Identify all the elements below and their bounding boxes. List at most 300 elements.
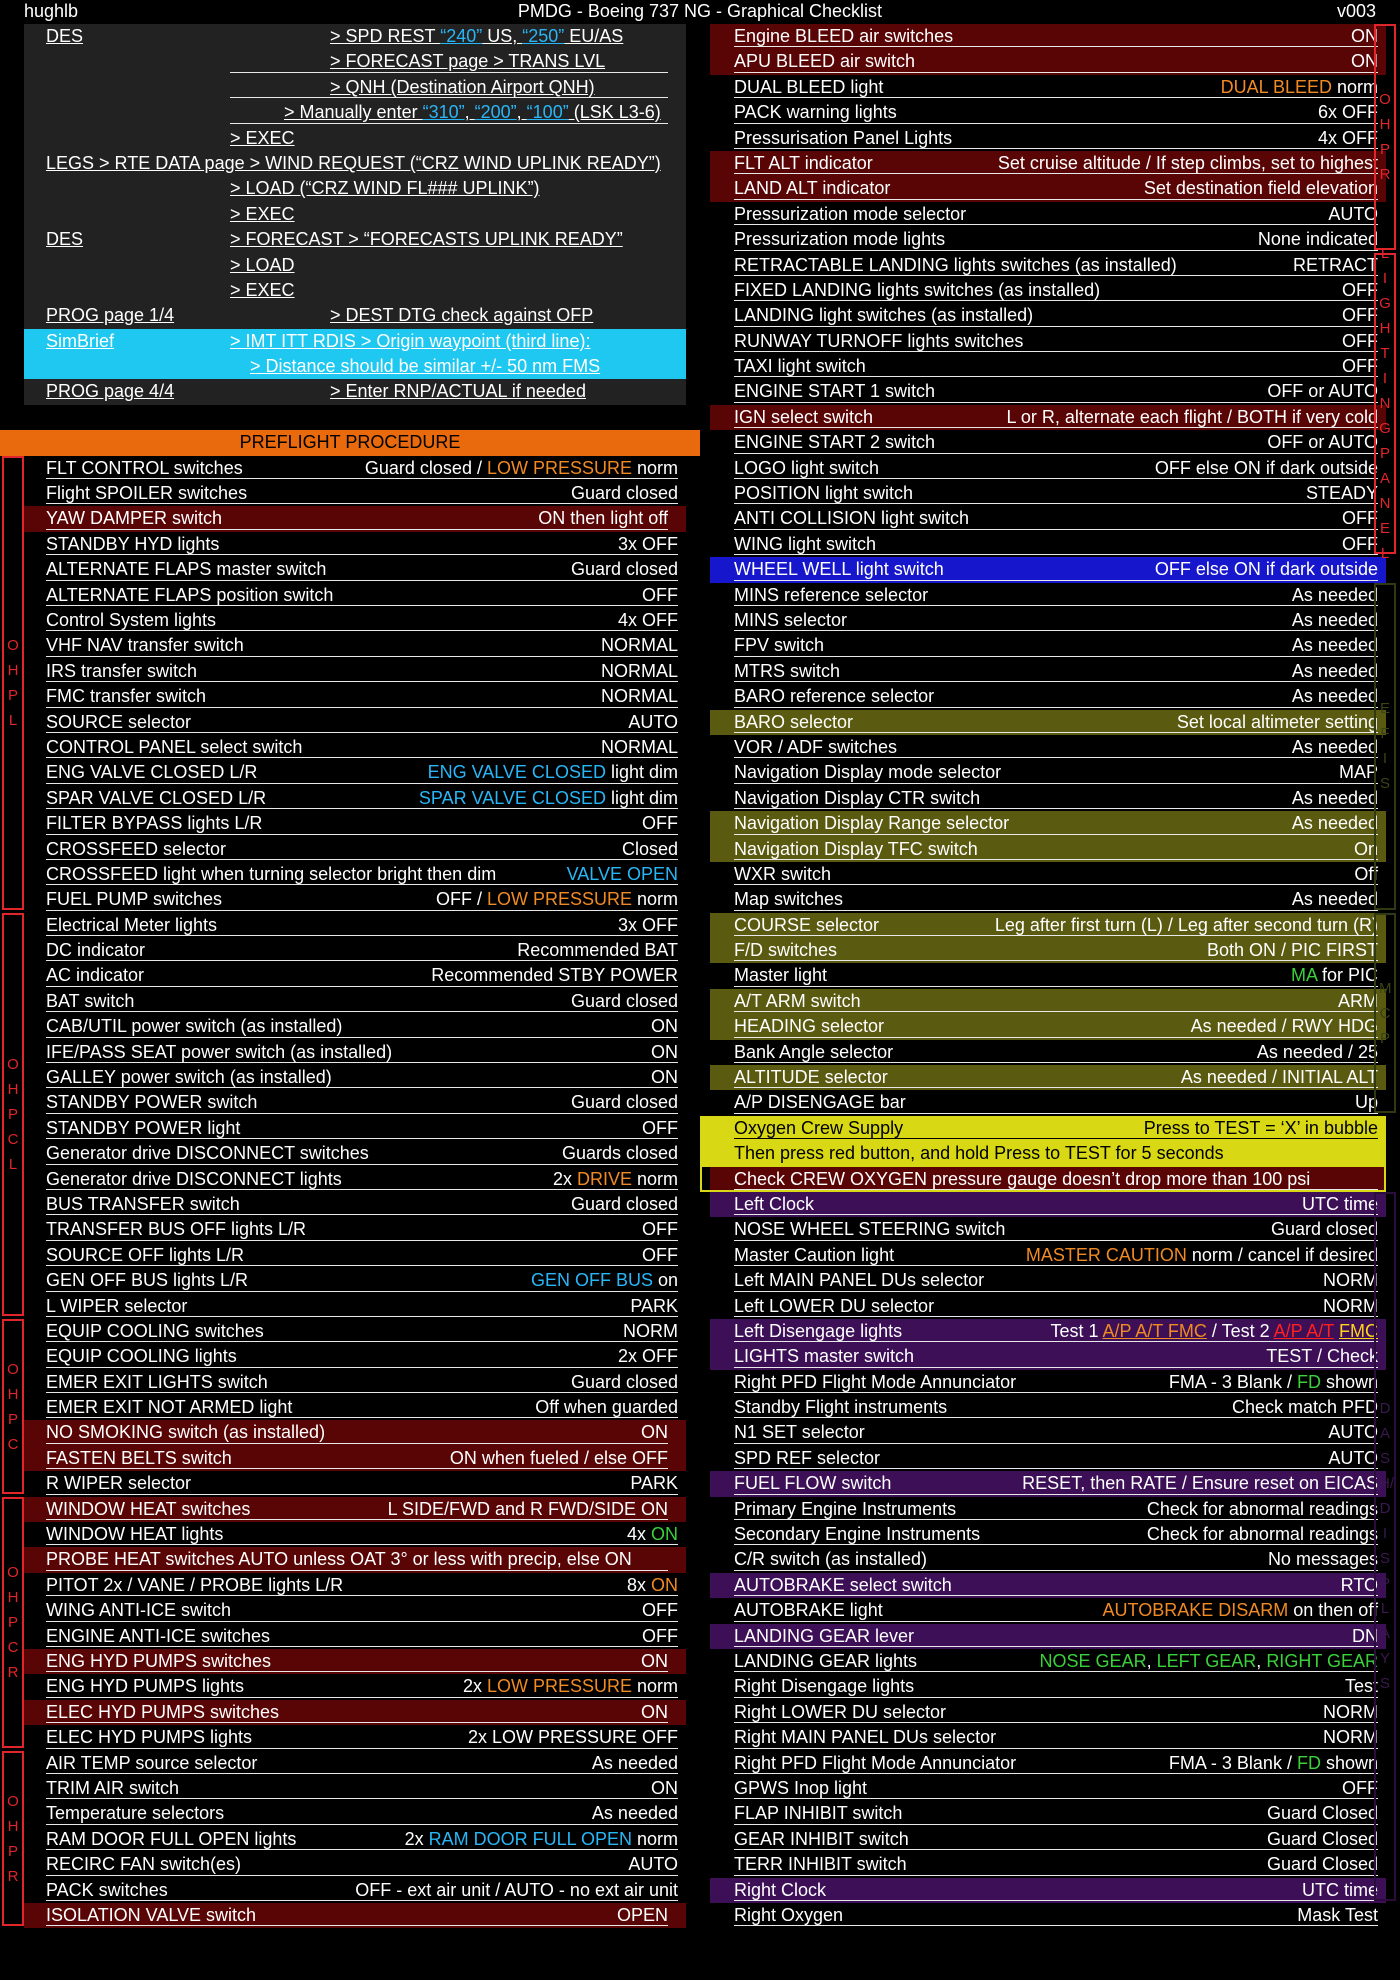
checklist-row — [700, 862, 1400, 887]
item-value — [1022, 1471, 1378, 1495]
item-label: DES — [46, 229, 84, 250]
value-segment: NORM — [1323, 1270, 1378, 1291]
item-label: RECIRC FAN switch(es) — [46, 1854, 242, 1875]
value-segment: > Enter RNP/ACTUAL if needed — [330, 381, 586, 402]
item-value — [651, 1014, 678, 1038]
item-label: COURSE selector — [734, 914, 880, 935]
checklist-row — [0, 811, 700, 836]
item-label: TERR INHIBIT switch — [734, 1854, 907, 1875]
checklist-row — [700, 75, 1400, 100]
checklist-row — [24, 506, 686, 531]
item-value — [1177, 710, 1378, 734]
item-value — [1342, 329, 1378, 353]
value-segment: Guard Closed — [1266, 1828, 1378, 1849]
item-value — [1342, 532, 1378, 556]
checklist-row — [710, 938, 1386, 963]
item-label: F/D switches — [734, 940, 838, 961]
item-label: ENG HYD PUMPS switches — [46, 1651, 272, 1671]
item-label: Left LOWER DU selector — [734, 1295, 935, 1316]
value-segment: 4x OFF — [617, 609, 678, 630]
checklist-row — [710, 1344, 1386, 1369]
section-side-tab — [2, 456, 24, 910]
item-label: LOGO light switch — [734, 457, 880, 478]
checklist-row — [0, 887, 700, 912]
item-label: A/T ARM switch — [734, 990, 861, 1011]
checklist-row — [700, 1090, 1400, 1115]
value-segment: ON — [651, 1524, 678, 1545]
item-label: RAM DOOR FULL OPEN lights — [46, 1828, 297, 1849]
checklist-row — [24, 176, 686, 201]
item-label: PROBE HEAT switches AUTO unless OAT 3° or less with precip, else ON — [46, 1549, 632, 1570]
checklist-row — [24, 100, 686, 125]
checklist-row — [700, 1801, 1400, 1826]
item-value — [1040, 1649, 1378, 1673]
item-value — [651, 1776, 678, 1800]
checklist-row — [0, 1167, 700, 1192]
value-segment: PARK — [630, 1473, 678, 1494]
value-segment: norm — [631, 1828, 678, 1849]
value-segment: None indicated — [1257, 229, 1378, 250]
item-label: BAT switch — [46, 990, 135, 1011]
value-segment: > FORECAST page > TRANS LVL — [330, 51, 606, 72]
checklist-row — [700, 430, 1400, 455]
item-value — [1155, 557, 1378, 581]
item-label: PITOT 2x / VANE / PROBE lights L/R — [46, 1574, 344, 1595]
value-segment: OFF — [642, 1117, 678, 1138]
item-value — [1232, 1395, 1378, 1419]
value-segment: FD — [1296, 1371, 1321, 1392]
item-label: ELEC HYD PUMPS switches — [46, 1701, 280, 1722]
checklist-row — [0, 1065, 700, 1090]
item-value — [628, 710, 678, 734]
checklist-row — [0, 481, 700, 506]
value-segment: As needed — [1291, 736, 1378, 757]
checklist-row — [700, 608, 1400, 633]
value-segment: SPAR VALVE CLOSED — [418, 787, 606, 808]
item-label: SOURCE selector — [46, 711, 192, 732]
checklist-row — [710, 1192, 1386, 1217]
checklist-row — [0, 1573, 700, 1598]
section-side-tab — [1374, 913, 1396, 1113]
checklist-row — [700, 100, 1400, 125]
item-value — [571, 1370, 678, 1394]
value-segment: NORM — [1323, 1701, 1378, 1722]
value-segment: ON — [651, 1016, 678, 1037]
checklist-row — [0, 557, 700, 582]
item-label: FLT ALT indicator — [734, 152, 873, 173]
checklist-row — [0, 1217, 700, 1242]
checklist-row — [700, 963, 1400, 988]
item-label: SimBrief — [46, 330, 115, 351]
item-label: SPAR VALVE CLOSED L/R — [46, 787, 267, 808]
item-value — [1292, 786, 1378, 810]
checklist-row — [0, 760, 700, 785]
item-value — [618, 532, 678, 556]
item-value — [428, 760, 678, 784]
checklist-row — [0, 1878, 700, 1903]
item-value — [642, 1116, 678, 1140]
checklist-row — [0, 1268, 700, 1293]
section-side-tab — [1374, 1192, 1396, 1900]
checklist-row — [700, 278, 1400, 303]
item-value — [1257, 1040, 1378, 1064]
item-value — [436, 887, 678, 911]
value-segment: OFF - ext air unit / AUTO - no ext air unit — [355, 1879, 678, 1900]
value-segment: > IMT ITT RDIS > Origin waypoint (third line): — [230, 330, 591, 351]
value-segment: A/P A/T FMC — [1102, 1320, 1207, 1341]
side-tab-text: LIGHTINGPANEL — [1379, 245, 1391, 562]
value-segment: ENG VALVE CLOSED — [427, 762, 606, 783]
item-value — [1318, 126, 1378, 150]
item-label: EQUIP COOLING switches — [46, 1320, 264, 1341]
value-segment: , — [516, 102, 527, 123]
item-label: MINS reference selector — [734, 584, 929, 605]
value-segment: ON when fueled / else OFF — [449, 1447, 668, 1468]
fms-underline — [230, 72, 668, 73]
checklist-row — [700, 1903, 1400, 1928]
value-segment: As needed — [1291, 889, 1378, 910]
item-value — [1267, 1827, 1378, 1851]
value-segment: norm — [631, 889, 678, 910]
item-label: Left Clock — [734, 1193, 815, 1214]
checklist-row — [24, 227, 686, 252]
value-segment: “240” — [440, 26, 483, 46]
value-segment: 2x — [462, 1676, 487, 1697]
value-segment: shown — [1320, 1752, 1378, 1773]
item-label: SPD REF selector — [734, 1447, 881, 1468]
item-value — [1328, 1420, 1378, 1444]
item-label: Right PFD Flight Mode Annunciator — [734, 1371, 1017, 1392]
checklist-row — [700, 506, 1400, 531]
item-value — [571, 481, 678, 505]
item-value — [1007, 405, 1379, 429]
checklist-row — [0, 710, 700, 735]
item-value — [1292, 735, 1378, 759]
value-segment: NORMAL — [600, 736, 678, 757]
checklist-row — [710, 989, 1386, 1014]
value-segment: OFF or AUTO — [1267, 432, 1378, 453]
value-segment: OFF — [642, 1600, 678, 1621]
section-header: PREFLIGHT PROCEDURE — [0, 430, 700, 455]
item-label: Electrical Meter lights — [46, 914, 218, 935]
side-tab-text: MCP — [1379, 979, 1392, 1047]
value-segment: US, — [482, 26, 523, 46]
value-segment: OFF — [1342, 356, 1378, 377]
value-segment: norm — [631, 1676, 678, 1697]
item-label: APU BLEED air switch — [734, 51, 916, 72]
item-label: LEGS > RTE DATA page > WIND REQUEST (“CRZ WIND UPLINK READY”) — [46, 152, 661, 173]
value-segment: Guard closed / — [364, 457, 487, 478]
value-segment: Leg after first turn (L) / Leg after second turn (R) — [994, 914, 1378, 935]
item-label: AIR TEMP source selector — [46, 1752, 258, 1773]
item-label: EQUIP COOLING lights — [46, 1346, 237, 1367]
item-label: STANDBY HYD lights — [46, 533, 220, 554]
item-label: ENG HYD PUMPS lights — [46, 1676, 245, 1697]
item-label: ANTI COLLISION light switch — [734, 508, 970, 529]
value-segment: L or R, alternate each flight / BOTH if very cold — [1006, 406, 1378, 427]
value-segment: NORM — [1323, 1727, 1378, 1748]
item-value — [1191, 1014, 1378, 1038]
checklist-row — [0, 608, 700, 633]
value-segment: LEFT GEAR — [1156, 1651, 1257, 1671]
section-side-tab — [1374, 583, 1396, 910]
item-value — [642, 1243, 678, 1267]
value-segment: Guard closed — [570, 483, 678, 504]
item-value — [1267, 1852, 1378, 1876]
item-label: LAND ALT indicator — [734, 178, 891, 199]
checklist-row — [24, 151, 686, 176]
item-value — [538, 506, 668, 530]
value-segment: 2x — [404, 1828, 429, 1849]
item-value — [1297, 1903, 1378, 1927]
value-segment: > Distance should be similar +/- 50 nm FMS — [250, 356, 601, 377]
item-value — [1292, 583, 1378, 607]
item-value — [230, 176, 540, 200]
value-segment: Recommended BAT — [517, 940, 678, 961]
value-segment: ON — [1351, 51, 1378, 72]
item-label: LIGHTS master switch — [734, 1346, 915, 1367]
value-segment: Guard Closed — [1266, 1803, 1378, 1824]
item-value — [405, 1827, 678, 1851]
value-segment: OFF — [642, 584, 678, 605]
checklist-row — [0, 1598, 700, 1623]
item-label: Right MAIN PANEL DUs selector — [734, 1727, 997, 1748]
item-value — [1328, 202, 1378, 226]
checklist-row — [700, 1852, 1400, 1877]
value-segment: Set local altimeter setting — [1176, 711, 1378, 732]
item-label: PACK warning lights — [734, 102, 897, 123]
item-label: ENGINE ANTI-ICE switches — [46, 1625, 271, 1646]
checklist-row — [700, 1598, 1400, 1623]
checklist-row — [700, 1751, 1400, 1776]
value-segment: > QNH (Destination Airport QNH) — [330, 76, 595, 97]
value-segment: “100” — [526, 102, 569, 123]
value-segment: DRIVE — [576, 1168, 632, 1189]
checklist-row — [700, 1497, 1400, 1522]
value-segment: MA — [1290, 965, 1317, 986]
value-segment: DUAL BLEED — [1220, 76, 1332, 97]
checklist-row — [700, 1040, 1400, 1065]
value-segment: FMC — [1339, 1320, 1378, 1341]
item-value — [365, 456, 678, 480]
checklist-row — [710, 1573, 1386, 1598]
item-label: FPV switch — [734, 635, 825, 656]
item-value — [651, 1065, 678, 1089]
item-label: SOURCE OFF lights L/R — [46, 1244, 245, 1265]
checklist-row — [0, 1243, 700, 1268]
value-segment: Set cruise altitude / If step climbs, set to highest — [997, 152, 1378, 173]
value-segment: Recommended STBY POWER — [431, 965, 678, 986]
value-segment: on — [652, 1270, 678, 1291]
checklist-row — [24, 1700, 686, 1725]
value-segment: As needed / INITIAL ALT — [1180, 1067, 1378, 1088]
value-segment: As needed — [1291, 609, 1378, 630]
version-label: v003 — [1336, 1, 1376, 21]
side-tab-text: OHPL — [7, 636, 19, 729]
checklist-row — [0, 633, 700, 658]
value-segment: L SIDE/FWD and R FWD/SIDE ON — [387, 1498, 668, 1519]
checklist-row — [0, 583, 700, 608]
checklist-row — [0, 1395, 700, 1420]
checklist-row — [710, 837, 1386, 862]
checklist-row — [0, 1294, 700, 1319]
item-value — [642, 1624, 678, 1648]
value-segment: norm — [631, 457, 678, 478]
item-label: Right Clock — [734, 1879, 827, 1900]
checklist-row — [710, 405, 1386, 430]
checklist-row — [700, 1674, 1400, 1699]
value-segment: 2x LOW PRESSURE OFF — [467, 1727, 678, 1748]
checklist-row — [0, 837, 700, 862]
value-segment: NORM — [1323, 1295, 1378, 1316]
item-label: VHF NAV transfer switch — [46, 635, 244, 656]
value-segment: AUTO — [1328, 1447, 1378, 1468]
item-value — [567, 862, 678, 886]
side-tab-text: DASH/DISPLAYS — [1379, 1400, 1394, 1693]
value-segment: OFF else ON if dark outside — [1154, 457, 1378, 478]
item-label: Standby Flight instruments — [734, 1397, 948, 1418]
item-value — [1292, 659, 1378, 683]
item-value — [1323, 1268, 1378, 1292]
item-value — [355, 1878, 678, 1902]
checklist-row — [24, 49, 686, 74]
side-tab-text: OHPCR — [7, 1564, 19, 1682]
item-value — [571, 989, 678, 1013]
value-segment: light dim — [605, 787, 678, 808]
item-label: MTRS switch — [734, 660, 841, 681]
value-segment: > FORECAST > “FORECASTS UPLINK READY” — [230, 229, 623, 250]
item-value — [1267, 379, 1378, 403]
item-label: GEAR INHIBIT switch — [734, 1828, 909, 1849]
item-value — [330, 49, 605, 73]
checklist-row — [700, 1268, 1400, 1293]
value-segment: OFF — [642, 1625, 678, 1646]
value-segment: OFF — [642, 813, 678, 834]
value-segment: Guard Closed — [1266, 1854, 1378, 1875]
checklist-row — [24, 1903, 686, 1928]
right-checklist-column — [700, 24, 1400, 1928]
item-value — [1103, 1598, 1378, 1622]
checklist-row — [700, 1827, 1400, 1852]
item-value — [642, 811, 678, 835]
item-value — [641, 1420, 668, 1444]
value-segment: , — [1256, 1651, 1267, 1671]
item-label: LANDING GEAR lights — [734, 1651, 918, 1671]
checklist-row — [700, 202, 1400, 227]
checklist-row — [0, 786, 700, 811]
side-tab-text: OHPC — [7, 1360, 19, 1453]
fms-underline — [230, 97, 668, 98]
item-value — [1026, 1243, 1378, 1267]
item-value — [517, 938, 678, 962]
item-label: CROSSFEED light when turning selector bright then dim — [46, 863, 497, 884]
value-segment: LOW PRESSURE — [486, 889, 632, 910]
item-value — [1342, 303, 1378, 327]
item-value — [618, 608, 678, 632]
item-value — [463, 1674, 678, 1698]
value-segment: OFF — [1342, 508, 1378, 529]
checklist-row — [0, 989, 700, 1014]
item-value — [1207, 938, 1378, 962]
item-label: WING light switch — [734, 533, 877, 554]
item-value — [330, 303, 593, 327]
item-value — [592, 1801, 678, 1825]
item-value — [617, 1903, 668, 1927]
item-label: N1 SET selector — [734, 1422, 865, 1443]
checklist-row — [710, 811, 1386, 836]
value-segment: Up — [1354, 1092, 1378, 1113]
item-value — [642, 583, 678, 607]
checklist-row — [700, 227, 1400, 252]
item-label: ALTERNATE FLAPS position switch — [46, 584, 334, 605]
item-value — [1342, 1776, 1378, 1800]
item-value — [1268, 1547, 1378, 1571]
spacer — [0, 405, 700, 430]
checklist-row — [700, 1446, 1400, 1471]
item-value — [641, 1649, 668, 1673]
value-segment: As needed — [1291, 787, 1378, 808]
value-segment: AUTO — [628, 711, 678, 732]
value-segment: PARK — [630, 1295, 678, 1316]
checklist-row — [700, 633, 1400, 658]
item-value — [1342, 278, 1378, 302]
value-segment: “310” — [422, 102, 465, 123]
value-segment: As needed — [1291, 813, 1378, 834]
checklist-row — [24, 354, 686, 379]
item-label: LANDING GEAR lever — [734, 1625, 915, 1646]
value-segment: As needed — [1291, 635, 1378, 656]
checklist-row — [24, 329, 686, 354]
item-label: Oxygen Crew Supply — [734, 1117, 904, 1138]
item-label: DUAL BLEED light — [734, 76, 884, 97]
page-title: PMDG - Boeing 737 NG - Graphical Checklist — [517, 1, 883, 21]
item-value — [230, 278, 295, 302]
item-value — [1293, 253, 1378, 277]
checklist-row — [700, 1116, 1386, 1141]
item-value — [1221, 75, 1378, 99]
author-label: hughlb — [24, 1, 79, 21]
item-label: IFE/PASS SEAT power switch (as installed) — [46, 1041, 393, 1062]
item-value — [1147, 1497, 1378, 1521]
value-segment: MAP — [1338, 762, 1378, 783]
item-label: TAXI light switch — [734, 356, 866, 377]
item-value — [995, 913, 1378, 937]
value-segment: Mask Test — [1297, 1904, 1378, 1925]
section-side-tab — [2, 1751, 24, 1926]
checklist-row — [710, 557, 1386, 582]
value-segment: / Test 2 — [1206, 1320, 1274, 1341]
item-label: NO SMOKING switch (as installed) — [46, 1422, 326, 1443]
checklist-row — [24, 1497, 686, 1522]
value-segment: ON — [641, 1422, 668, 1443]
value-segment: OPEN — [616, 1904, 668, 1925]
section-side-tab — [1374, 24, 1396, 250]
section-side-tab — [2, 913, 24, 1316]
item-label: Pressurization mode lights — [734, 229, 946, 250]
item-value — [1181, 1065, 1378, 1089]
value-segment: Set destination field elevation — [1143, 178, 1378, 199]
item-label: Right LOWER DU selector — [734, 1701, 947, 1722]
item-label: Then press red button, and hold Press to TEST for 5 seconds — [734, 1143, 1224, 1164]
checklist-row — [700, 303, 1400, 328]
checklist-row — [0, 1116, 700, 1141]
item-value — [230, 126, 295, 150]
item-label: EMER EXIT LIGHTS switch — [46, 1371, 268, 1392]
checklist-row — [700, 1243, 1400, 1268]
item-value — [1169, 1370, 1378, 1394]
checklist-row — [0, 1471, 700, 1496]
item-value — [1338, 989, 1378, 1013]
